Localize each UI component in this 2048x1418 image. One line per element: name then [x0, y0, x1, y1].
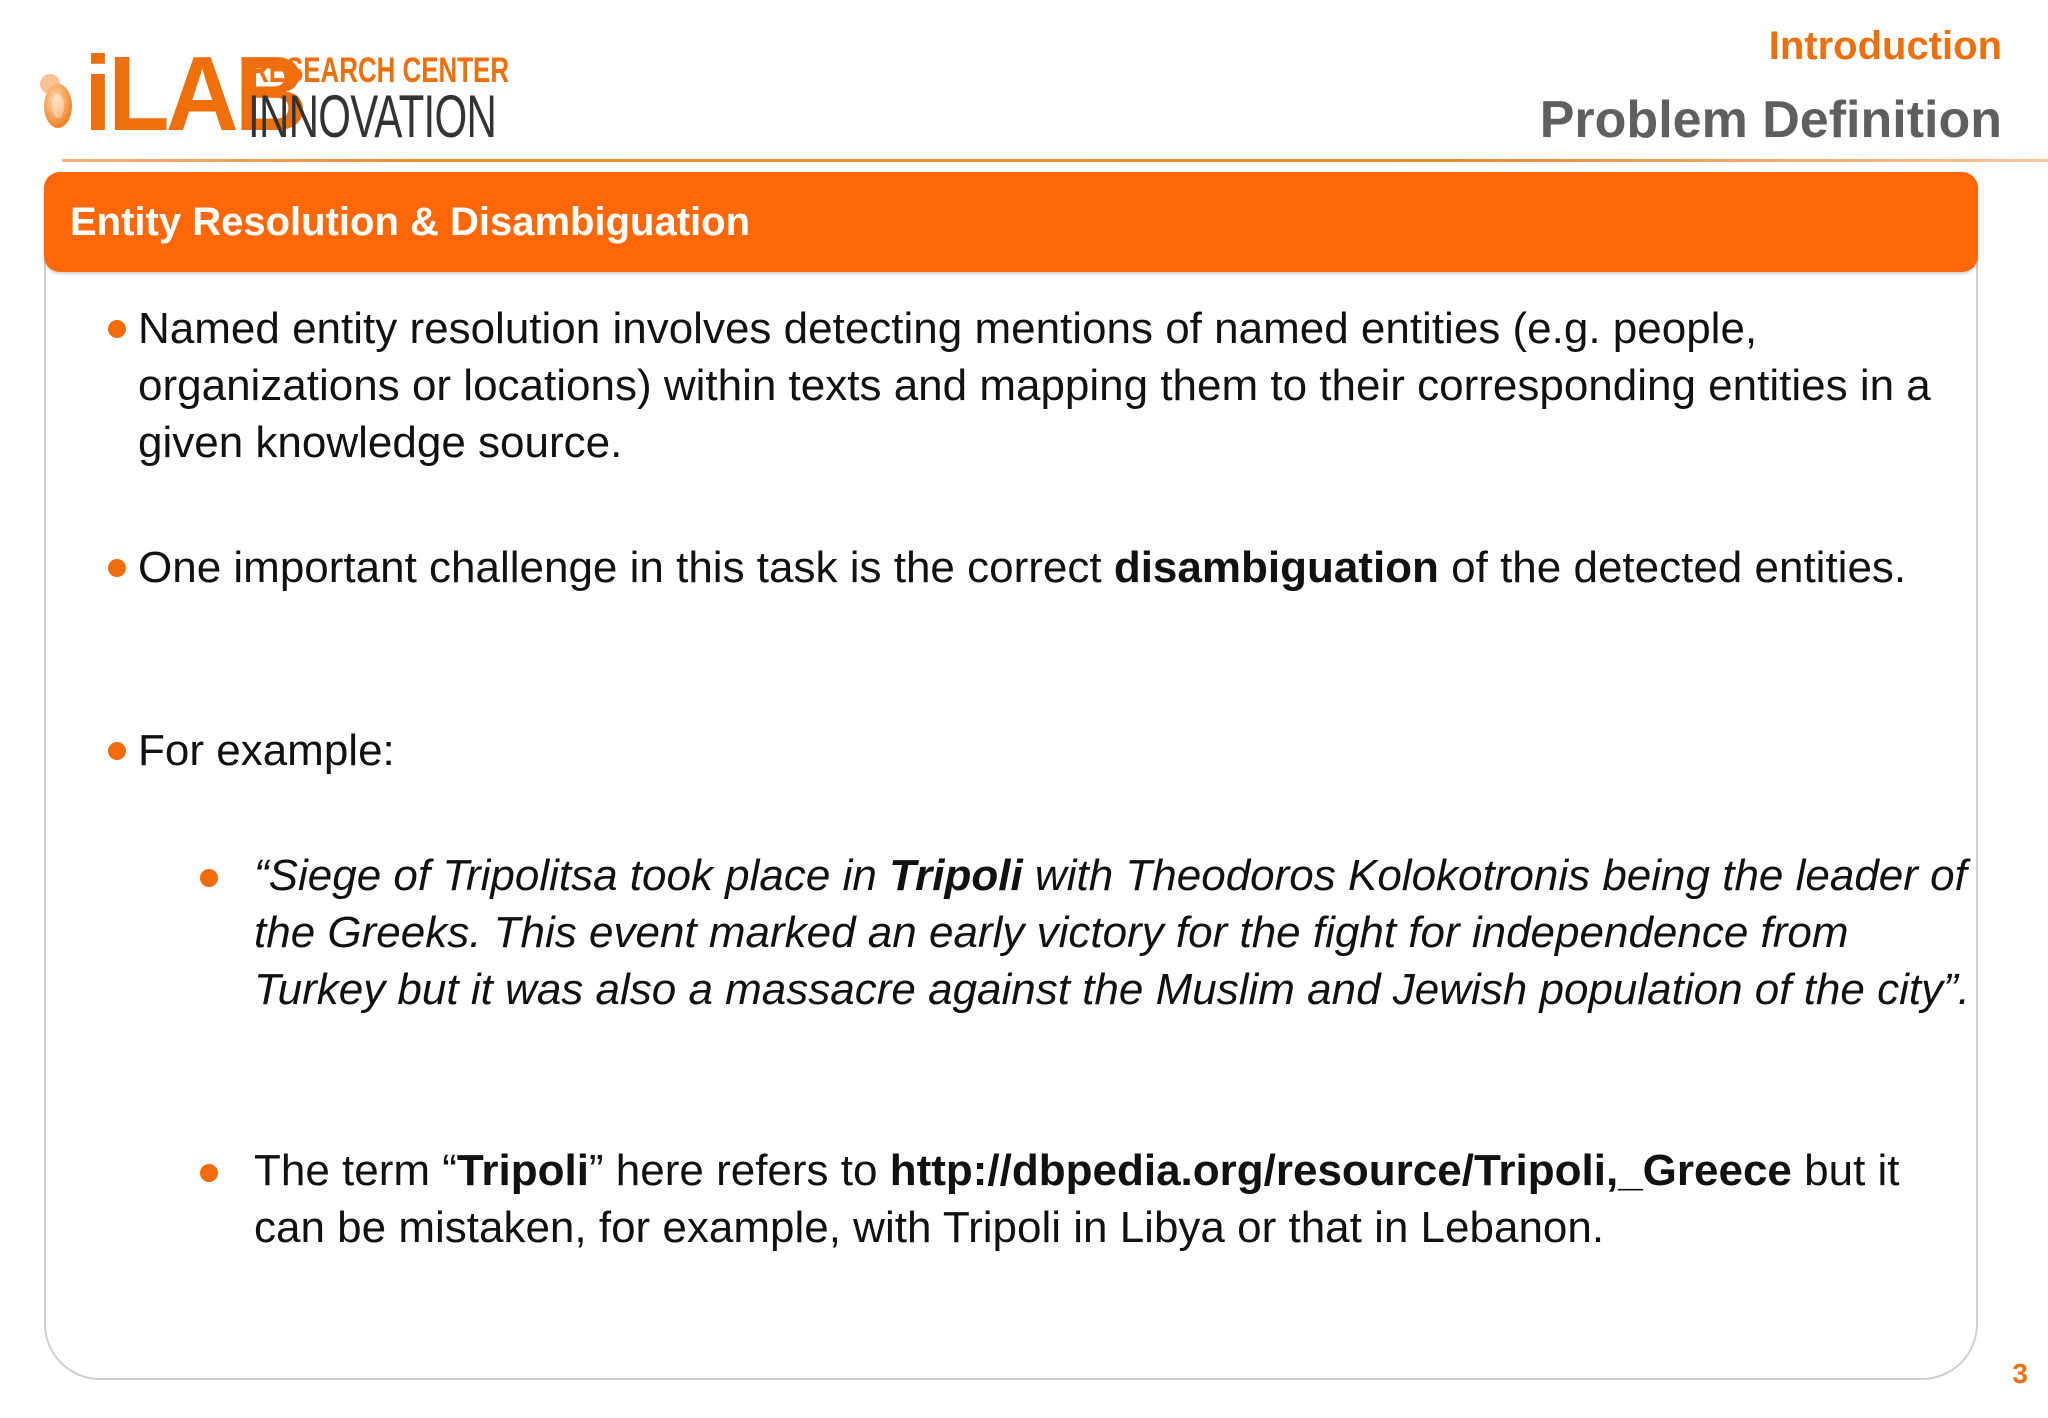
bullet-item-3: [138, 722, 1938, 779]
bullet-dot-icon: [108, 559, 126, 577]
bullet-text-post: of the detected entities.: [1438, 543, 1907, 592]
quote-emphasis: Tripoli: [889, 851, 1023, 900]
bullet-item-1: [138, 300, 1938, 471]
box-title: Entity Resolution & Disambiguation: [70, 200, 751, 244]
bullet-text: [138, 543, 1906, 592]
bullet-text: [254, 1146, 1900, 1252]
sub-bullet-item-1: [254, 847, 1974, 1018]
bullet-text: For example:: [138, 726, 395, 775]
bullet-dot-icon: [108, 742, 126, 760]
term-emphasis: Tripoli: [456, 1146, 589, 1195]
logo-research-center: RESEARCH CENTER: [250, 51, 510, 90]
bullet-dot-icon: [200, 1164, 218, 1182]
quote-pre: “Siege of Tripolitsa took place in: [254, 851, 890, 900]
bullet-dot-icon: [200, 869, 218, 887]
logo-innovation: INNOVATION: [248, 83, 497, 150]
term-pre: The term “: [254, 1146, 457, 1195]
bullet-item-2: [138, 539, 1938, 596]
term-post: but it can be mistaken, for example, with Tripoli in Libya or that in Lebanon.: [254, 1146, 1900, 1252]
term-mid: ” here refers to: [588, 1146, 890, 1195]
page-title: Problem Definition: [1539, 91, 2002, 149]
bullet-text: Named entity resolution involves detecting mentions of named entities (e.g. people, organizations or locations) within texts and mapping them to their corresponding entities in a given knowledge source.: [138, 304, 1931, 467]
ilab-logo: [36, 35, 510, 153]
page-number: 3: [2012, 1358, 2028, 1389]
bullet-text-emphasis: disambiguation: [1113, 543, 1439, 592]
sub-bullet-item-2: [254, 1142, 1974, 1256]
section-label: Introduction: [1768, 24, 2002, 68]
box-title-bar: [44, 172, 1978, 272]
bullet-text-pre: One important challenge in this task is the correct: [138, 543, 1114, 592]
logo-brand: iLAB: [84, 35, 304, 153]
header-divider: [62, 159, 2048, 162]
dbpedia-link[interactable]: http://dbpedia.org/resource/Tripoli,_Greece: [889, 1146, 1792, 1195]
example-quote: [254, 851, 1970, 1014]
bullet-dot-icon: [108, 320, 126, 338]
quote-post: with Theodoros Kolokotronis being the leader of the Greeks. This event marked an early victory for the fight for independence from Turkey but it was also a massacre against the Muslim and Jewish population of the city”.: [254, 851, 1970, 1014]
